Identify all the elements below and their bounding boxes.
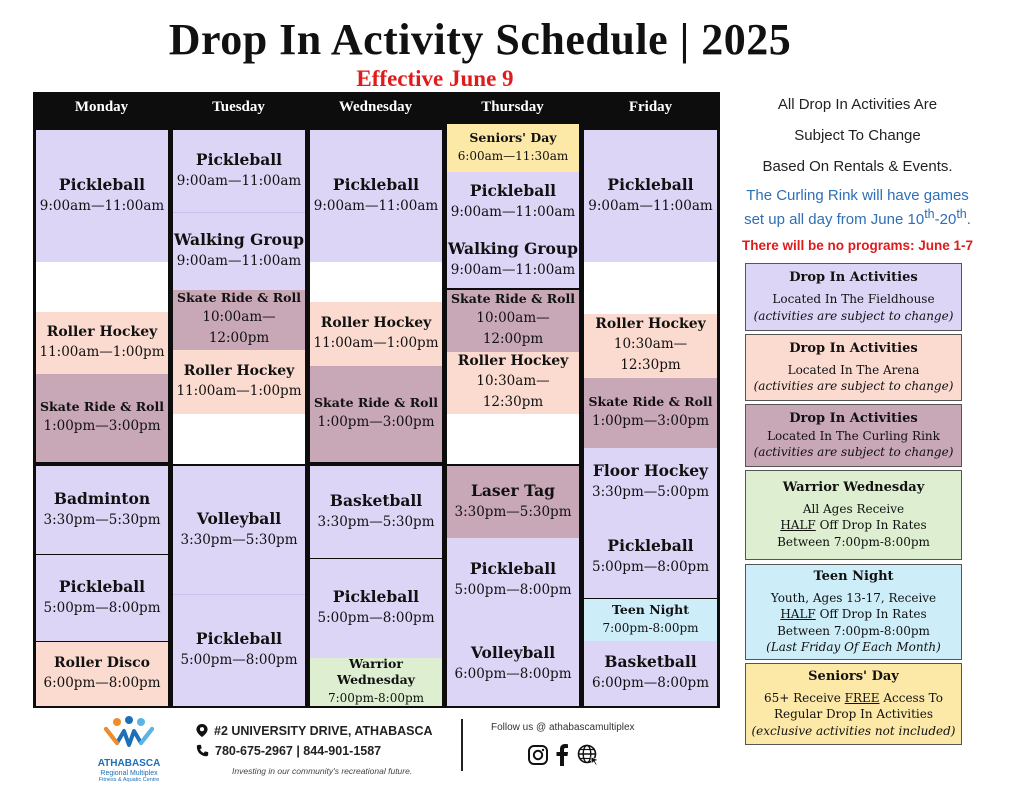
activity-name: Warrior Wednesday: [337, 655, 415, 688]
day-header-monday: Monday: [74, 99, 129, 115]
schedule-cell: [173, 594, 305, 706]
legend-title: Drop In Activities: [789, 410, 918, 426]
activity-name: Skate Ride & Roll: [40, 398, 164, 414]
schedule-cell: [447, 290, 579, 352]
schedule-cell: [447, 172, 579, 232]
activity-time: 9:00am—11:00am: [450, 261, 576, 278]
schedule-cell: [447, 352, 579, 414]
activity-time: 10:30am—12:30pm: [476, 372, 550, 411]
empty-cell: [36, 262, 168, 312]
activity-time: 11:00am—1:00pm: [39, 343, 165, 360]
day-header-thursday: Thursday: [481, 99, 544, 115]
legend-fieldhouse: Drop In Activities Located In The Fieldhouse (activities are subject to change): [745, 263, 962, 331]
legend-teen-night: Teen Night Youth, Ages 13-17, Receive HALF Off Drop In Rates Between 7:00pm-8:00pm (Last Friday Of Each Month): [745, 564, 962, 660]
activity-name: Pickleball: [58, 174, 146, 194]
schedule-cell: [36, 312, 168, 374]
activity-time: 1:00pm—3:00pm: [317, 413, 435, 430]
day-header-wednesday: Wednesday: [338, 99, 413, 115]
schedule-cell: [584, 378, 717, 448]
activity-time: 7:00pm-8:00pm: [602, 620, 699, 635]
footer-divider: [461, 719, 463, 771]
day-header-tuesday: Tuesday: [212, 99, 265, 115]
legend-warrior-wednesday: Warrior Wednesday All Ages Receive HALF Off Drop In Rates Between 7:00pm-8:00pm: [745, 470, 962, 560]
empty-cell: [584, 262, 717, 314]
address-row: [196, 724, 433, 738]
effective-date: Effective June 9: [356, 66, 514, 91]
schedule-cell: [310, 302, 442, 366]
activity-name: Pickleball: [195, 629, 283, 649]
activity-time: 11:00am—1:00pm: [313, 334, 439, 351]
multiplex-logo: ATHABASCA Regional Multiplex Fitness & Aquatic Centre: [84, 715, 174, 779]
activity-name: Pickleball: [332, 174, 420, 194]
activity-name: Roller Hockey: [320, 314, 432, 331]
activity-time: 9:00am—11:00am: [450, 203, 576, 220]
activity-name: Walking Group: [174, 230, 304, 250]
schedule-cell: [310, 130, 442, 262]
activity-time: 5:00pm—8:00pm: [43, 599, 161, 616]
day-header-friday: Friday: [628, 99, 673, 115]
activity-time: 6:00pm—8:00pm: [454, 665, 572, 682]
activity-name: Roller Hockey: [457, 352, 569, 369]
legend-title: Seniors' Day: [808, 669, 899, 685]
schedule-cell: [584, 448, 717, 516]
schedule-cell: [584, 130, 717, 262]
legend-arena: Drop In Activities Located In The Arena (activities are subject to change): [745, 334, 962, 401]
activity-name: Pickleball: [607, 174, 694, 194]
schedule-cell: [310, 559, 442, 658]
schedule-cell: [36, 466, 168, 554]
activity-name: Roller Disco: [54, 654, 150, 671]
empty-cell: [310, 262, 442, 302]
activity-time: 1:00pm—3:00pm: [591, 412, 710, 429]
activity-time: 3:30pm—5:30pm: [317, 513, 435, 530]
activity-name: Roller Hockey: [46, 323, 158, 340]
activity-time: 6:00am—11:30am: [457, 148, 569, 163]
activity-time: 9:00am—11:00am: [39, 197, 165, 214]
activity-name: Floor Hockey: [592, 460, 709, 480]
activity-time: 1:00pm—3:00pm: [43, 417, 161, 434]
phone-icon: [196, 744, 209, 757]
activity-name: Pickleball: [332, 587, 420, 607]
activity-time: 9:00am—11:00am: [588, 197, 713, 214]
social-icons: [527, 744, 607, 768]
activity-name: Teen Night: [612, 601, 689, 617]
activity-name: Skate Ride & Roll: [177, 289, 301, 305]
phone-text: 780-675-2967 | 844-901-1587: [215, 744, 382, 758]
activity-time: 10:30am—12:30pm: [613, 335, 688, 374]
activity-name: Basketball: [329, 490, 423, 510]
activity-time: 10:00am—12:00pm: [202, 308, 276, 347]
legend-curling: Drop In Activities Located In The Curling Rink (activities are subject to change): [745, 404, 962, 467]
activity-name: Pickleball: [469, 180, 557, 200]
notice-line: Subject To Change: [794, 127, 921, 144]
activity-name: Skate Ride & Roll: [588, 393, 713, 409]
activity-name: Skate Ride & Roll: [451, 290, 575, 306]
activity-time: 11:00am—1:00pm: [176, 382, 302, 399]
activity-name: Basketball: [604, 652, 697, 672]
schedule-cell: [173, 130, 305, 212]
schedule-cell: [447, 466, 579, 538]
activity-name: Skate Ride & Roll: [314, 394, 438, 410]
legend-title: Warrior Wednesday: [782, 480, 925, 496]
schedule-cell: [584, 599, 717, 641]
activity-time: 3:30pm—5:30pm: [43, 511, 161, 528]
follow-text: Follow us @ athabascamultiplex: [491, 722, 635, 733]
schedule-cell: [447, 622, 579, 706]
activity-name: Badminton: [53, 488, 151, 508]
activity-name: Pickleball: [607, 535, 694, 555]
schedule-cell: [36, 130, 168, 262]
activity-name: Pickleball: [58, 576, 146, 596]
activity-name: Roller Hockey: [183, 362, 295, 379]
activity-time: 7:00pm-8:00pm: [327, 691, 425, 706]
schedule-cell: [447, 232, 579, 288]
schedule-cell: [584, 516, 717, 598]
no-programs-notice: There will be no programs: June 1-7: [741, 238, 974, 253]
activity-time: 3:30pm—5:30pm: [180, 531, 298, 548]
activity-name: Pickleball: [469, 558, 557, 578]
schedule-cell: [447, 124, 579, 172]
schedule-cell: [173, 290, 305, 350]
schedule-cell: [36, 642, 168, 706]
activity-time: 5:00pm—8:00pm: [180, 652, 298, 669]
phone-row: [196, 744, 381, 758]
activity-time: 9:00am—11:00am: [176, 172, 302, 189]
schedule-cell: [36, 555, 168, 641]
website-globe-icon[interactable]: [577, 744, 599, 766]
activity-time: 3:30pm—5:30pm: [454, 503, 572, 520]
schedule-cell: [173, 350, 305, 414]
schedule-cell: [447, 538, 579, 622]
schedule-cell: [584, 641, 717, 706]
notice-line: All Drop In Activities Are: [777, 96, 938, 113]
schedule-cell: [310, 466, 442, 558]
legend-title: Drop In Activities: [789, 340, 918, 356]
activity-name: Volleyball: [196, 508, 282, 528]
activity-name: Laser Tag: [470, 480, 556, 500]
activity-time: 3:30pm—5:00pm: [591, 483, 710, 500]
activity-time: 9:00am—11:00am: [176, 253, 302, 270]
activity-time: 9:00am—11:00am: [313, 197, 439, 214]
curling-notice: The Curling Rink will have games: [746, 187, 969, 204]
tagline: Investing in our community's recreational future.: [232, 766, 413, 776]
map-pin-icon: [196, 724, 208, 737]
activity-name: Volleyball: [470, 642, 556, 662]
legend-seniors-day: Seniors' Day 65+ Receive FREE Access To Regular Drop In Activities (exclusive activities not included): [745, 663, 962, 745]
activity-time: 6:00pm—8:00pm: [591, 675, 710, 692]
activity-time: 5:00pm—8:00pm: [591, 558, 710, 575]
legend-title: Teen Night: [813, 569, 894, 585]
empty-cell: [447, 414, 579, 464]
page-title: Drop In Activity Schedule | 2025: [168, 15, 792, 64]
schedule-cell: [173, 212, 305, 290]
schedule-cell: [310, 366, 442, 462]
activity-time: 6:00pm—8:00pm: [43, 674, 161, 691]
legend-title: Drop In Activities: [789, 270, 918, 286]
activity-time: 5:00pm—8:00pm: [454, 581, 572, 598]
instagram-icon[interactable]: [527, 744, 549, 766]
schedule-table: [33, 92, 720, 708]
activity-time: 5:00pm—8:00pm: [317, 610, 435, 627]
logo-figures-icon: [84, 715, 174, 755]
schedule-cell: [584, 314, 717, 378]
facebook-icon[interactable]: [555, 744, 569, 766]
empty-cell: [173, 414, 305, 464]
address-text: #2 UNIVERSITY DRIVE, ATHABASCA: [214, 724, 433, 738]
activity-name: Pickleball: [195, 149, 283, 169]
activity-name: Seniors' Day: [469, 129, 557, 145]
schedule-cell: [310, 655, 442, 706]
activity-name: Walking Group: [448, 238, 578, 258]
schedule-cell: [173, 466, 305, 594]
activity-time: 10:00am—12:00pm: [476, 309, 550, 348]
notice-line: Based On Rentals & Events.: [762, 158, 953, 175]
activity-name: Roller Hockey: [595, 315, 706, 332]
schedule-cell: [36, 374, 168, 462]
curling-notice-dates: set up all day from June 10th-20th.: [744, 207, 971, 228]
